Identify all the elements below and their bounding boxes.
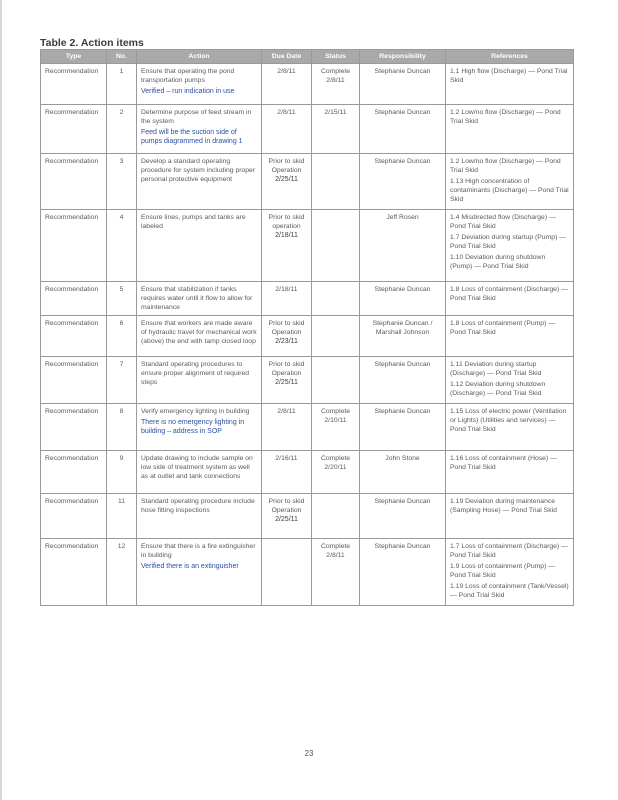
- cell-references: [446, 316, 574, 357]
- cell-responsibility: Stephanie Duncan / Marshall Johnson: [360, 316, 446, 357]
- reference-item: 1.13 High concentration of contaminants (Discharge) — Pond Trial Skid: [450, 178, 569, 203]
- reference-item: 1.2 Low/no flow (Discharge) — Pond Trial Skid: [450, 158, 561, 174]
- cell-references: [446, 282, 574, 316]
- reference-item: 1.7 Deviation during startup (Pump) — Pond Trial Skid: [450, 234, 566, 250]
- cell-responsibility: Jeff Rosen: [360, 210, 446, 282]
- cell-references: [446, 357, 574, 404]
- due-date-text: 2/8/11: [277, 68, 296, 75]
- cell-references: [446, 154, 574, 210]
- due-date-note: 2/25/11: [275, 516, 298, 523]
- due-date-text: Prior to skid Operation: [268, 158, 305, 174]
- cell-status: Complete 2/8/11: [312, 64, 360, 105]
- due-date-text: Prior to skid operation: [268, 214, 305, 230]
- cell-responsibility: John Stone: [360, 451, 446, 494]
- table-title: Table 2. Action items: [40, 37, 144, 49]
- cell-action: [137, 494, 262, 539]
- cell-status: [312, 316, 360, 357]
- due-date-text: 2/8/11: [277, 109, 296, 116]
- cell-due-date: [262, 64, 312, 105]
- reference-item: 1.8 Loss of containment (Discharge) — Pond Trial Skid: [450, 286, 568, 302]
- cell-no: 5: [107, 282, 137, 316]
- cell-status: Complete 2/20/11: [312, 451, 360, 494]
- cell-type: Recommendation: [41, 404, 107, 451]
- cell-due-date: [262, 404, 312, 451]
- cell-action: [137, 105, 262, 154]
- cell-type: Recommendation: [41, 282, 107, 316]
- reference-item: 1.4 Misdirected flow (Discharge) — Pond Trial Skid: [450, 214, 556, 230]
- cell-responsibility: Stephanie Duncan: [360, 105, 446, 154]
- cell-type: Recommendation: [41, 357, 107, 404]
- cell-status: Complete 2/8/11: [312, 539, 360, 606]
- reference-item: 1.2 Low/no flow (Discharge) — Pond Trial Skid: [450, 109, 561, 125]
- cell-due-date: [262, 357, 312, 404]
- due-date-text: 2/8/11: [277, 408, 296, 415]
- header-action: Action: [137, 50, 262, 64]
- cell-type: Recommendation: [41, 451, 107, 494]
- table-row: [41, 282, 574, 316]
- table-row: [41, 154, 574, 210]
- header-responsibility: Responsibility: [360, 50, 446, 64]
- action-items-table: [40, 49, 574, 606]
- cell-type: Recommendation: [41, 64, 107, 105]
- action-note: There is no emergency lighting in building – address in SOP: [141, 419, 245, 435]
- cell-type: Recommendation: [41, 210, 107, 282]
- action-note: Verified – run indication in use: [141, 88, 235, 95]
- action-note: Feed will be the suction side of pumps diagrammed in drawing 1: [141, 129, 243, 145]
- cell-action: [137, 154, 262, 210]
- cell-no: 9: [107, 451, 137, 494]
- scan-edge: [0, 0, 2, 800]
- action-text: Standard operating procedure include hose fitting inspections: [141, 498, 255, 514]
- header-references: References: [446, 50, 574, 64]
- cell-references: [446, 451, 574, 494]
- cell-action: [137, 451, 262, 494]
- cell-status: [312, 282, 360, 316]
- cell-no: 8: [107, 404, 137, 451]
- cell-due-date: [262, 282, 312, 316]
- due-date-note: 2/25/11: [275, 379, 298, 386]
- due-date-text: Prior to skid Operation: [268, 361, 305, 377]
- action-text: Ensure that workers are made aware of hydraulic travel for mechanical work (above) the end with tamp closed loop: [141, 320, 257, 345]
- cell-responsibility: Stephanie Duncan: [360, 357, 446, 404]
- reference-item: 1.15 Loss of electric power (Ventilation or Lights) (Utilities and services) — Pond Trial Skid: [450, 408, 567, 433]
- cell-responsibility: Stephanie Duncan: [360, 282, 446, 316]
- table-row: [41, 357, 574, 404]
- due-date-text: Prior to skid Operation: [268, 498, 305, 514]
- cell-references: [446, 404, 574, 451]
- cell-no: 2: [107, 105, 137, 154]
- table-row: [41, 494, 574, 539]
- header-no: No.: [107, 50, 137, 64]
- action-text: Develop a standard operating procedure for system including proper personal protective equipment: [141, 158, 256, 183]
- cell-references: [446, 105, 574, 154]
- reference-item: 1.16 Loss of containment (Hose) — Pond Trial Skid: [450, 455, 557, 471]
- header-status: Status: [312, 50, 360, 64]
- action-text: Update drawing to include sample on low side of treatment system as well as at outlet and tank connections: [141, 455, 253, 480]
- table-row: [41, 539, 574, 606]
- reference-item: 1.12 Deviation during shutdown (Discharge) — Pond Trial Skid: [450, 381, 546, 397]
- reference-item: 1.11 Deviation during startup (Discharge) — Pond Trial Skid: [450, 361, 542, 377]
- cell-no: 12: [107, 539, 137, 606]
- cell-no: 4: [107, 210, 137, 282]
- action-note: Verified there is an extinguisher: [141, 563, 239, 570]
- cell-action: [137, 316, 262, 357]
- cell-due-date: [262, 154, 312, 210]
- cell-due-date: [262, 105, 312, 154]
- cell-status: [312, 154, 360, 210]
- reference-item: 1.10 Deviation during shutdown (Pump) — Pond Trial Skid: [450, 254, 546, 270]
- due-date-text: 2/18/11: [275, 286, 298, 293]
- cell-no: 1: [107, 64, 137, 105]
- action-text: Ensure lines, pumps and tanks are labeled: [141, 214, 246, 230]
- cell-status: 2/15/11: [312, 105, 360, 154]
- action-text: Ensure that stabilization if tanks requires water until it flow to allow for maintenance: [141, 286, 253, 311]
- action-text: Ensure that operating the pond transportation pumps: [141, 68, 235, 84]
- table-row: [41, 210, 574, 282]
- cell-action: [137, 64, 262, 105]
- due-date-text: 2/16/11: [275, 455, 298, 462]
- cell-responsibility: Stephanie Duncan: [360, 154, 446, 210]
- cell-action: [137, 357, 262, 404]
- cell-type: Recommendation: [41, 539, 107, 606]
- cell-action: [137, 282, 262, 316]
- table-row: [41, 404, 574, 451]
- reference-item: 1.8 Loss of containment (Pump) — Pond Trial Skid: [450, 320, 556, 336]
- table-body: [41, 64, 574, 606]
- reference-item: 1.19 Loss of containment (Tank/Vessel) — Pond Trial Skid: [450, 583, 569, 599]
- cell-due-date: [262, 539, 312, 606]
- cell-no: 3: [107, 154, 137, 210]
- header-type: Type: [41, 50, 107, 64]
- cell-action: [137, 210, 262, 282]
- cell-responsibility: Stephanie Duncan: [360, 494, 446, 539]
- page-number: 23: [304, 749, 314, 758]
- due-date-note: 2/25/11: [275, 176, 298, 183]
- reference-item: 1.1 High flow (Discharge) — Pond Trial Skid: [450, 68, 568, 84]
- action-text: Verify emergency lighting in building: [141, 408, 250, 415]
- cell-due-date: [262, 210, 312, 282]
- table-header-row: [41, 50, 574, 64]
- due-date-text: Prior to skid Operation: [268, 320, 305, 336]
- cell-action: [137, 539, 262, 606]
- cell-due-date: [262, 451, 312, 494]
- reference-item: 1.9 Loss of containment (Pump) — Pond Trial Skid: [450, 563, 556, 579]
- cell-status: [312, 210, 360, 282]
- action-text: Ensure that there is a fire extinguisher in building: [141, 543, 256, 559]
- action-text: Standard operating procedures to ensure proper alignment of required steps: [141, 361, 250, 386]
- due-date-note: 2/23/11: [275, 338, 298, 345]
- cell-references: [446, 64, 574, 105]
- due-date-note: 2/18/11: [275, 232, 298, 239]
- cell-due-date: [262, 494, 312, 539]
- cell-references: [446, 494, 574, 539]
- cell-responsibility: Stephanie Duncan: [360, 64, 446, 105]
- table-row: [41, 105, 574, 154]
- reference-item: 1.19 Deviation during maintenance (Sampling Hose) — Pond Trial Skid: [450, 498, 557, 514]
- cell-due-date: [262, 316, 312, 357]
- cell-status: [312, 357, 360, 404]
- table-row: [41, 64, 574, 105]
- table-row: [41, 451, 574, 494]
- cell-responsibility: Stephanie Duncan: [360, 404, 446, 451]
- table-row: [41, 316, 574, 357]
- cell-status: [312, 494, 360, 539]
- cell-no: 7: [107, 357, 137, 404]
- action-text: Determine purpose of feed stream in the system: [141, 109, 252, 125]
- header-due-date: Due Date: [262, 50, 312, 64]
- cell-type: Recommendation: [41, 494, 107, 539]
- cell-references: [446, 210, 574, 282]
- cell-type: Recommendation: [41, 105, 107, 154]
- reference-item: 1.7 Loss of containment (Discharge) — Pond Trial Skid: [450, 543, 568, 559]
- cell-status: Complete 2/10/11: [312, 404, 360, 451]
- cell-no: 6: [107, 316, 137, 357]
- cell-type: Recommendation: [41, 154, 107, 210]
- cell-no: 11: [107, 494, 137, 539]
- cell-action: [137, 404, 262, 451]
- cell-responsibility: Stephanie Duncan: [360, 539, 446, 606]
- cell-type: Recommendation: [41, 316, 107, 357]
- cell-references: [446, 539, 574, 606]
